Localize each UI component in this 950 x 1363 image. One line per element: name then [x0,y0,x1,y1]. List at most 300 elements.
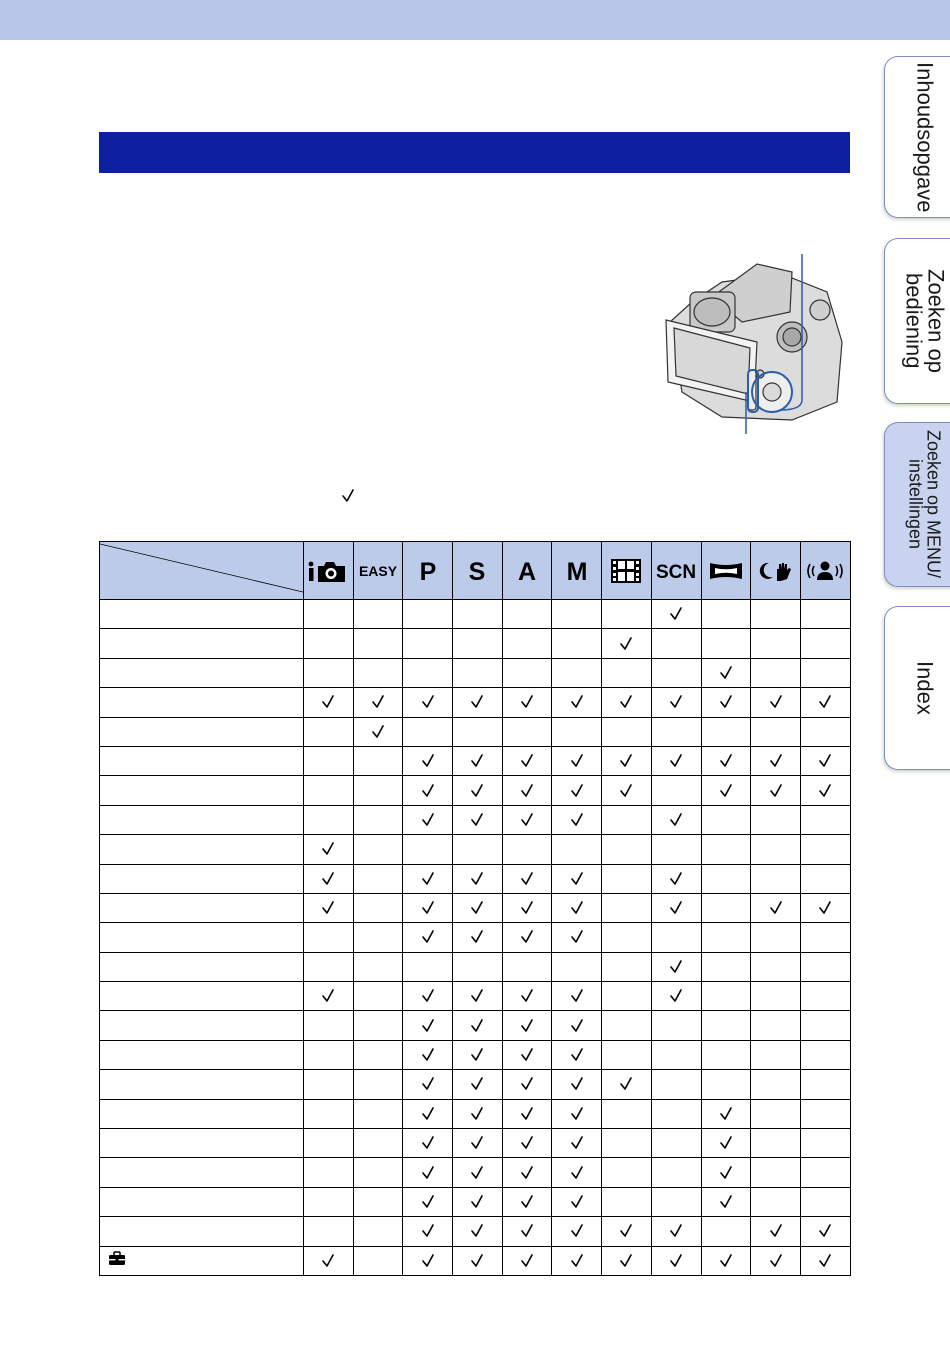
mode-cell [304,658,354,687]
check-icon [469,694,485,710]
mode-cell [651,658,701,687]
mode-cell [552,864,602,893]
row-label-cell [100,1011,304,1040]
mode-cell [800,717,850,746]
mode-cell [304,600,354,629]
table-row [100,746,851,775]
mode-cell [304,776,354,805]
mode-cell [701,1158,751,1187]
mode-cell [552,1011,602,1040]
check-icon [519,1194,535,1210]
row-label-cell [100,746,304,775]
mode-cell [701,1040,751,1069]
check-icon [420,1135,436,1151]
mode-cell [602,658,652,687]
mode-cell [800,629,850,658]
svg-text:P: P [419,557,437,585]
check-icon [420,988,436,1004]
check-icon [569,988,585,1004]
svg-text:A: A [518,557,537,585]
mode-cell [701,835,751,864]
diagonal-line [100,542,303,594]
table-body [100,600,851,1276]
mode-cell [304,717,354,746]
mode-cell [502,893,552,922]
row-label-cell [100,1246,304,1275]
table-row [100,1129,851,1158]
mode-cell [800,982,850,1011]
mode-cell [552,805,602,834]
mode-cell [353,1187,403,1216]
mode-cell [751,1129,801,1158]
check-icon [420,1076,436,1092]
mode-cell [552,952,602,981]
check-icon [569,694,585,710]
check-icon [420,1194,436,1210]
check-icon [420,812,436,828]
mode-cell [552,835,602,864]
mode-cell [552,1217,602,1246]
check-icon [519,1223,535,1239]
mode-cell [304,864,354,893]
check-icon [469,1106,485,1122]
mode-cell [751,1217,801,1246]
check-icon [569,1194,585,1210]
mode-cell [353,1099,403,1128]
check-icon [718,1135,734,1151]
mode-cell [453,1158,503,1187]
check-icon [668,988,684,1004]
check-icon [569,900,585,916]
mode-cell [403,688,453,717]
mode-cell [552,600,602,629]
table-row [100,1158,851,1187]
check-icon [519,900,535,916]
column-header-easy [353,542,403,600]
mode-cell [403,658,453,687]
mode-cell [502,1070,552,1099]
table-row [100,982,851,1011]
check-icon [519,1018,535,1034]
mode-cell [602,629,652,658]
mode-cell [353,805,403,834]
mode-cell [651,923,701,952]
check-icon [668,871,684,887]
mode-cell [353,688,403,717]
mode-cell [651,629,701,658]
mode-cell [502,805,552,834]
mode-cell [353,835,403,864]
mode-cell [701,1246,751,1275]
mode-cell [651,1217,701,1246]
intelligent-auto-icon [307,558,349,584]
mode-cell [800,1129,850,1158]
mode-cell [502,746,552,775]
mode-cell [651,1246,701,1275]
check-icon [618,1223,634,1239]
mode-cell [701,629,751,658]
mode-cell [453,952,503,981]
mode-cell [502,658,552,687]
tab-search-operation-label: Zoeken op bediening [901,269,949,373]
top-header-band [0,0,950,40]
row-label-cell [100,776,304,805]
mode-cell [751,805,801,834]
mode-cell [651,746,701,775]
mode-cell [602,717,652,746]
mode-cell [602,1040,652,1069]
check-icon [420,694,436,710]
mode-cell [800,746,850,775]
mode-cell [453,1129,503,1158]
mode-cell [304,952,354,981]
check-icon [569,1106,585,1122]
row-label-cell [100,1099,304,1128]
mode-cell [651,1040,701,1069]
check-icon [569,929,585,945]
check-icon [320,871,336,887]
mode-cell [453,658,503,687]
check-icon [718,783,734,799]
mode-cell [602,952,652,981]
check-icon [718,694,734,710]
check-icon [569,871,585,887]
check-icon [469,1253,485,1269]
mode-cell [800,893,850,922]
movie-mode-icon [610,558,642,584]
row-label-cell [100,864,304,893]
mode-cell [701,1217,751,1246]
row-label-cell [100,688,304,717]
check-icon [469,1018,485,1034]
check-icon [569,1047,585,1063]
mode-cell [602,1099,652,1128]
check-icon [817,1253,833,1269]
check-icon [469,1135,485,1151]
mode-cell [304,805,354,834]
check-icon [817,900,833,916]
mode-cell [453,1187,503,1216]
aperture-priority-icon [512,557,542,585]
header-corner-cell [100,542,304,600]
mode-cell [651,1187,701,1216]
mode-cell [453,835,503,864]
anti-motion-blur-icon [805,558,845,584]
mode-cell [403,835,453,864]
column-header-intelligent-auto [304,542,354,600]
row-label-cell [100,805,304,834]
mode-cell [602,864,652,893]
mode-cell [552,923,602,952]
mode-cell [552,1070,602,1099]
column-header-scene [651,542,701,600]
mode-cell [453,982,503,1011]
table-row [100,776,851,805]
table-row [100,1070,851,1099]
mode-cell [651,864,701,893]
row-label-cell [100,952,304,981]
check-icon [569,1018,585,1034]
check-icon [320,988,336,1004]
mode-cell [602,688,652,717]
table-row [100,1187,851,1216]
mode-cell [304,923,354,952]
check-icon [420,929,436,945]
row-label-cell [100,1129,304,1158]
table-row [100,1040,851,1069]
mode-cell [552,1187,602,1216]
mode-cell [751,1070,801,1099]
row-label-cell [100,600,304,629]
mode-cell [403,629,453,658]
mode-cell [403,776,453,805]
mode-cell [304,688,354,717]
row-label-cell [100,1040,304,1069]
check-icon [420,1106,436,1122]
mode-cell [701,1099,751,1128]
mode-cell [800,805,850,834]
check-icon [340,488,356,504]
check-icon [569,753,585,769]
check-icon [668,959,684,975]
check-icon [768,783,784,799]
mode-cell [751,746,801,775]
check-icon [370,724,386,740]
row-label-cell [100,923,304,952]
mode-cell [453,893,503,922]
check-icon [420,1223,436,1239]
mode-cell [502,1187,552,1216]
mode-cell [502,600,552,629]
check-icon [519,871,535,887]
mode-cell [552,717,602,746]
mode-cell [602,1217,652,1246]
check-icon [519,1047,535,1063]
mode-cell [751,1099,801,1128]
mode-cell [800,1040,850,1069]
function-table [99,541,851,1276]
mode-cell [453,776,503,805]
check-icon [420,1253,436,1269]
check-icon [519,783,535,799]
mode-cell [602,1129,652,1158]
toolbox-icon [108,1251,126,1266]
mode-cell [701,746,751,775]
column-header-aperture-priority [502,542,552,600]
check-icon [668,694,684,710]
check-icon [718,1165,734,1181]
check-icon [618,1253,634,1269]
mode-cell [304,835,354,864]
check-icon [320,841,336,857]
check-icon [668,606,684,622]
check-icon [569,783,585,799]
mode-cell [651,1129,701,1158]
table-row [100,1217,851,1246]
mode-cell [800,1099,850,1128]
check-icon [817,753,833,769]
tab-search-menu[interactable] [884,422,950,587]
row-label-cell [100,982,304,1011]
check-icon [569,1253,585,1269]
mode-cell [353,746,403,775]
mode-cell [453,1099,503,1128]
mode-cell [353,893,403,922]
check-icon [718,1106,734,1122]
mode-cell [502,952,552,981]
mode-cell [353,658,403,687]
tab-contents[interactable] [884,56,950,218]
mode-cell [403,864,453,893]
mode-cell [403,982,453,1011]
mode-cell [651,805,701,834]
svg-text:M: M [566,557,588,585]
mode-cell [751,982,801,1011]
table-row [100,952,851,981]
check-icon [519,988,535,1004]
mode-cell [353,923,403,952]
mode-cell [751,776,801,805]
panorama-icon [709,561,743,581]
tab-search-operation[interactable] [884,238,950,404]
mode-cell [800,1011,850,1040]
row-label-cell [100,893,304,922]
mode-cell [403,1217,453,1246]
mode-cell [304,1158,354,1187]
mode-cell [353,1129,403,1158]
mode-cell [353,864,403,893]
mode-cell [453,923,503,952]
mode-cell [353,1158,403,1187]
camera-illustration [662,252,852,437]
check-icon [768,900,784,916]
check-icon [420,1018,436,1034]
mode-cell [602,923,652,952]
mode-cell [602,600,652,629]
check-icon [817,694,833,710]
check-icon [469,783,485,799]
check-icon [668,753,684,769]
check-icon [718,1194,734,1210]
table-row [100,864,851,893]
mode-cell [453,629,503,658]
mode-cell [552,1158,602,1187]
check-icon [420,1047,436,1063]
row-label-cell [100,717,304,746]
check-icon [768,694,784,710]
mode-cell [651,1011,701,1040]
mode-cell [552,982,602,1011]
mode-cell [800,1246,850,1275]
tab-contents-label: Inhoudsopgave [912,61,938,213]
mode-cell [502,1246,552,1275]
check-icon [768,753,784,769]
mode-cell [353,952,403,981]
mode-cell [403,1246,453,1275]
mode-cell [304,1040,354,1069]
mode-cell [751,1158,801,1187]
mode-cell [453,746,503,775]
table-row [100,893,851,922]
mode-cell [800,923,850,952]
shutter-priority-icon [462,557,492,585]
table-row [100,658,851,687]
mode-cell [800,952,850,981]
check-icon [519,753,535,769]
mode-cell [304,1099,354,1128]
mode-cell [502,688,552,717]
check-icon [569,1165,585,1181]
mode-cell [701,805,751,834]
svg-text:S: S [469,557,486,585]
check-icon [320,900,336,916]
mode-cell [602,835,652,864]
mode-cell [751,688,801,717]
check-icon [618,1076,634,1092]
mode-cell [304,1070,354,1099]
mode-cell [453,1011,503,1040]
mode-cell [502,717,552,746]
row-label-cell [100,835,304,864]
check-icon [718,665,734,681]
mode-cell [751,835,801,864]
mode-cell [304,1011,354,1040]
mode-cell [602,1011,652,1040]
mode-cell [304,1246,354,1275]
check-icon [519,694,535,710]
check-icon [469,1165,485,1181]
mode-cell [602,893,652,922]
check-icon [469,871,485,887]
mode-cell [701,1070,751,1099]
mode-cell [602,982,652,1011]
table-row [100,1246,851,1275]
mode-cell [502,835,552,864]
mode-cell [651,1158,701,1187]
check-icon [469,988,485,1004]
mode-cell [453,864,503,893]
mode-cell [751,952,801,981]
check-icon [817,783,833,799]
mode-cell [403,717,453,746]
mode-cell [353,600,403,629]
mode-cell [552,1246,602,1275]
mode-cell [701,688,751,717]
tab-search-menu-label: Zoeken op MENU/ instellingen [905,430,944,579]
mode-cell [304,893,354,922]
check-icon [420,871,436,887]
mode-cell [353,982,403,1011]
column-header-handheld-twilight [751,542,801,600]
mode-cell [552,658,602,687]
mode-cell [651,600,701,629]
check-icon [469,1047,485,1063]
handheld-twilight-icon [759,559,793,583]
tab-index[interactable] [884,606,950,770]
mode-cell [751,717,801,746]
mode-cell [602,1246,652,1275]
table-row [100,923,851,952]
mode-cell [701,1011,751,1040]
mode-cell [403,923,453,952]
mode-cell [651,893,701,922]
check-icon [618,753,634,769]
mode-cell [552,1040,602,1069]
mode-cell [502,1158,552,1187]
mode-cell [353,717,403,746]
mode-cell [800,688,850,717]
check-icon [320,694,336,710]
